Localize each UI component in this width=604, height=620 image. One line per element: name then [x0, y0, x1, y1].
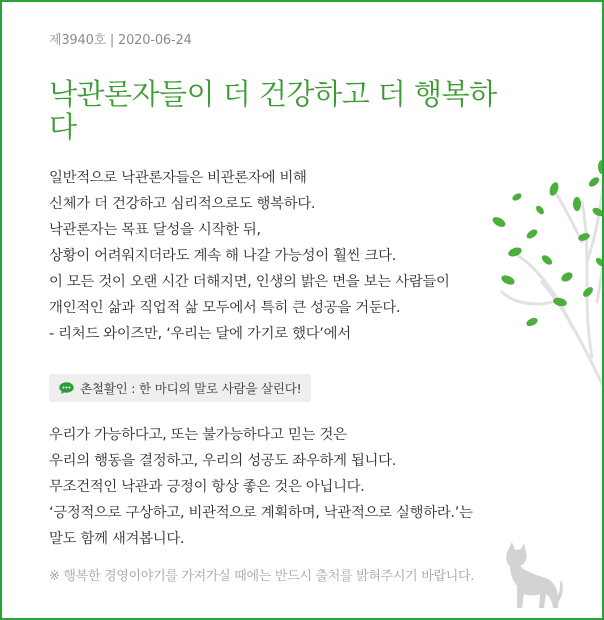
- quote-line: 개인적인 삶과 직업적 삶 모두에서 특히 큰 성공을 거둔다.: [49, 300, 401, 316]
- issue-meta: 제3940호 | 2020-06-24: [49, 33, 192, 48]
- commentary-line: 무조건적인 낙관과 긍정이 항상 좋은 것은 아닙니다.: [49, 479, 365, 495]
- article-title: 낙관론자들이 더 건강하고 더 행복하다: [49, 77, 497, 144]
- quote-line: 상황이 어려워지더라도 계속 해 나갈 가능성이 훨씬 크다.: [49, 248, 397, 264]
- commentary-line: 우리의 행동을 결정하고, 우리의 성공도 좌우하게 됩니다.: [49, 453, 397, 469]
- quote-line: 낙관론자는 목표 달성을 시작한 뒤,: [49, 222, 261, 238]
- commentary-line: 말도 함께 새겨봅니다.: [49, 531, 185, 547]
- copyright-notice: ※ 행복한 경영이야기를 가져가실 때에는 반드시 출처를 밝혀주시기 바랍니다.: [49, 569, 475, 584]
- quote-source: - 리처드 와이즈만, ‘우리는 달에 가기로 했다’에서: [49, 326, 351, 342]
- commentary-line: 우리가 가능하다고, 또는 불가능하다고 믿는 것은: [49, 427, 347, 443]
- commentary-body: [49, 422, 473, 552]
- cat-silhouette: [500, 542, 564, 612]
- speech-bubble-icon: [59, 382, 74, 394]
- commentary-line: ‘긍정적으로 구상하고, 비관적으로 계획하며, 낙관적으로 실행하라.’는: [49, 505, 473, 521]
- quote-line: 이 모든 것이 오랜 시간 더해지면, 인생의 밝은 면을 보는 사람들이: [49, 274, 450, 290]
- tree-branch-illustration: [472, 142, 604, 392]
- category-tag: [49, 374, 311, 402]
- quote-body: [49, 165, 450, 347]
- quote-line: 일반적으로 낙관론자들은 비관론자에 비해: [49, 170, 307, 186]
- quote-line: 신체가 더 건강하고 심리적으로도 행복하다.: [49, 196, 316, 212]
- category-tag-label: 촌철활인 : 한 마디의 말로 사람을 살린다!: [80, 381, 302, 396]
